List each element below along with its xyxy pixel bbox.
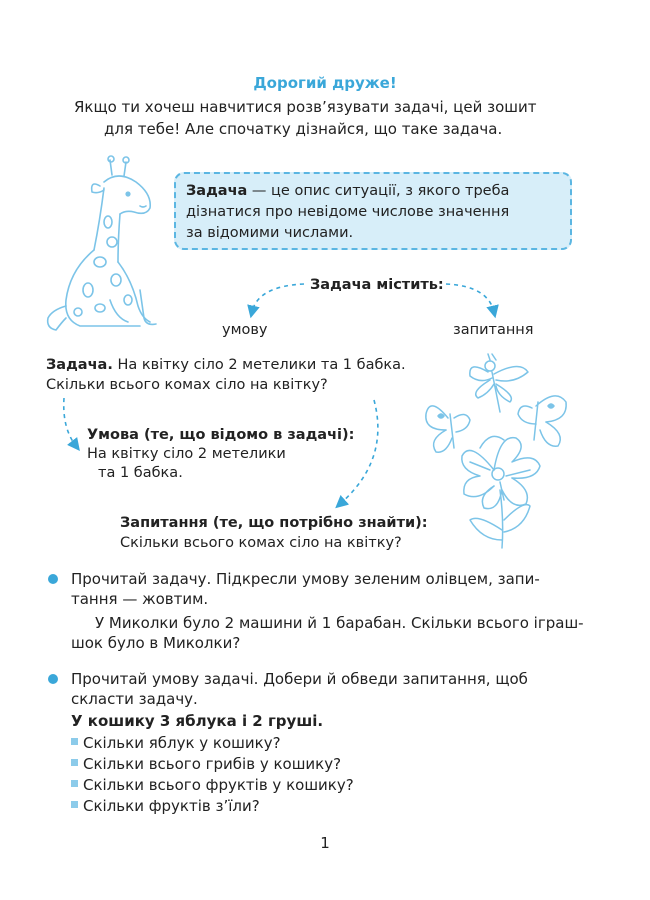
definition-line-2: дізнатися про невідоме числове значення <box>186 204 510 220</box>
question-option-4[interactable]: Скільки фруктів з’їли? <box>71 795 260 817</box>
butterfly-right-icon <box>518 396 566 446</box>
contains-heading: Задача містить: <box>310 277 444 293</box>
square-bullet-icon <box>71 801 78 808</box>
butterfly-left-icon <box>426 406 470 452</box>
question-option-3[interactable]: Скільки всього фруктів у кошику? <box>71 774 354 796</box>
definition-term: Задача <box>186 183 248 199</box>
question-text: Скільки всього комах сіло на квітку? <box>120 535 402 551</box>
square-bullet-icon <box>71 738 78 745</box>
task-bullet-2 <box>48 674 58 684</box>
dragonfly-icon <box>470 354 528 412</box>
example-line-1: Задача. На квітку сіло 2 метелики та 1 бабка. <box>46 357 406 373</box>
task1-problem-2: шок було в Миколки? <box>71 634 241 652</box>
task1-problem-1: У Миколки було 2 машини й 1 барабан. Скільки всього іграш- <box>95 614 584 632</box>
square-bullet-icon <box>71 759 78 766</box>
page-number: 1 <box>320 834 330 852</box>
condition-label: умову <box>222 322 268 338</box>
condition-text-2: та 1 бабка. <box>98 465 183 481</box>
definition-line-3: за відомими числами. <box>186 225 354 241</box>
example-label: Задача. <box>46 357 113 373</box>
example-line-2: Скільки всього комах сіло на квітку? <box>46 377 328 393</box>
condition-text-1: На квітку сіло 2 метелики <box>87 446 286 462</box>
question-heading: Запитання (те, що потрібно знайти): <box>120 515 428 531</box>
square-bullet-icon <box>71 780 78 787</box>
condition-heading: Умова (те, що відомо в задачі): <box>87 427 355 443</box>
task2-instruction-2: скласти задачу. <box>71 690 198 708</box>
task1-instruction-1: Прочитай задачу. Підкресли умову зеленим олівцем, запи- <box>71 570 540 588</box>
task2-instruction-1: Прочитай умову задачі. Добери й обведи запитання, щоб <box>71 670 528 688</box>
task1-instruction-2: тання — жовтим. <box>71 590 209 608</box>
task-bullet-1 <box>48 574 58 584</box>
question-option-2[interactable]: Скільки всього грибів у кошику? <box>71 753 341 775</box>
intro-line-1: Якщо ти хочеш навчитися розв’язувати задачі, цей зошит <box>74 98 537 116</box>
task2-condition: У кошику 3 яблука і 2 груші. <box>71 712 324 730</box>
question-label: запитання <box>453 322 534 338</box>
intro-line-2: для тебе! Але спочатку дізнайся, що таке задача. <box>104 120 503 138</box>
question-option-1[interactable]: Скільки яблук у кошику? <box>71 732 281 754</box>
definition-line-1: — це опис ситуації, з якого треба <box>247 183 510 199</box>
greeting-title: Дорогий друже! <box>253 74 397 92</box>
